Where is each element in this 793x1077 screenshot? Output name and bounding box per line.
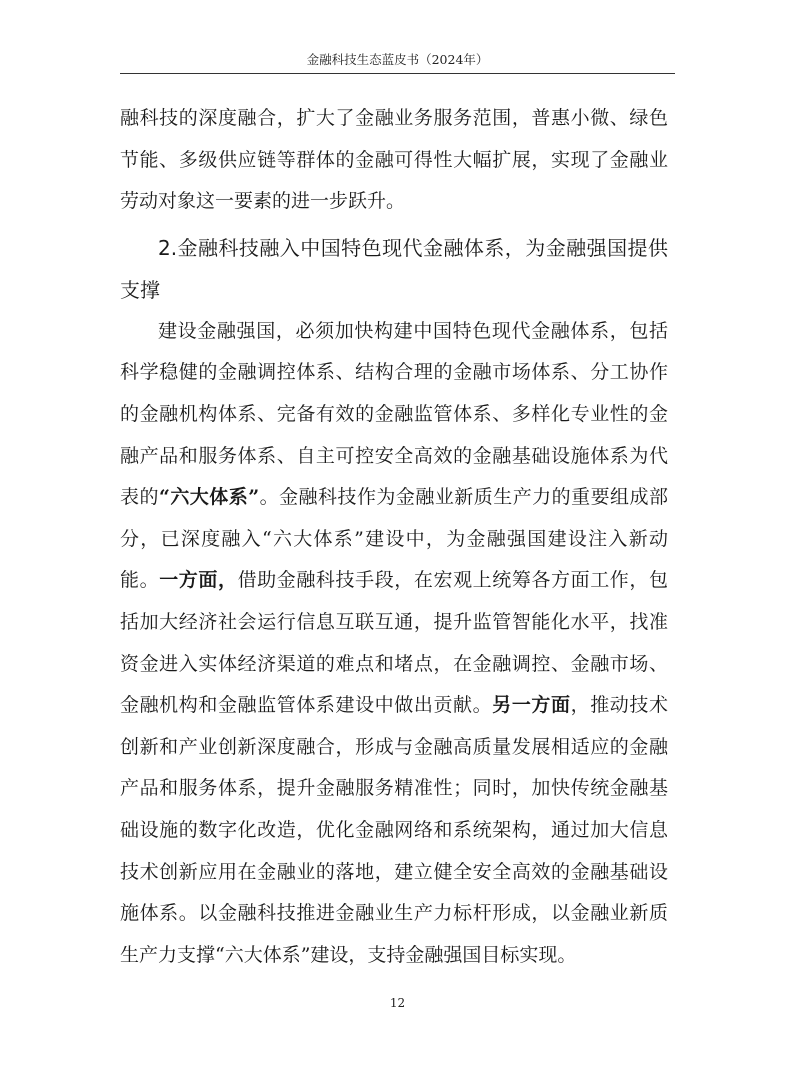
- paragraph-continued: 融科技的深度融合，扩大了金融业务服务范围，普惠小微、绿色节能、多级供应链等群体的金融可得性大幅扩展，实现了金融业劳动对象这一要素的进一步跃升。: [120, 107, 668, 213]
- bold-on-other-hand: 另一方面: [492, 694, 571, 717]
- paragraph-text-3: 借助金融科技手段，在宏观上统筹各方面工作，包括加大经济社会运行信息互联互通，提升监管智能化水平，找准资金进入实体经济渠道的难点和堵点，在金融调控、金融市场、金融机构和金融监管体系建设中做出贡献。: [120, 569, 668, 717]
- bold-on-one-hand: 一方面，: [159, 569, 238, 592]
- paragraph-text-2: 。金融科技作为金融业新质生产力的重要组成部分，已深度融入“六大体系”建设中，为金融强国建设注入新动能。: [120, 486, 668, 592]
- paragraph-text-4: ，推动技术创新和产业创新深度融合，形成与金融高质量发展相适应的金融产品和服务体系，提升金融服务精准性；同时，加快传统金融基础设施的数字化改造，优化金融网络和系统架构，通过加大信息技术创新应用在金融业的落地，建立健全安全高效的金融基础设施体系。以金融科技推进金融业生产力标杆形成，以金融业新质生产力支撑“六大体系”建设，支持金融强国目标实现。: [120, 694, 668, 966]
- paragraph-text-1: 建设金融强国，必须加快构建中国特色现代金融体系，包括科学稳健的金融调控体系、结构合理的金融市场体系、分工协作的金融机构体系、完备有效的金融监管体系、多样化专业性的金融产品和服务体系、自主可控安全高效的金融基础设施体系为代表的: [120, 319, 668, 509]
- running-header: 金融科技生态蓝皮书（2024年）: [306, 52, 489, 67]
- header-divider: [120, 73, 675, 74]
- page-number: 12: [389, 996, 406, 1010]
- bold-six-systems: “六大体系”: [158, 486, 260, 509]
- section-heading: 2.金融科技融入中国特色现代金融体系，为金融强国提供支撑: [120, 235, 668, 302]
- paragraph-main: [120, 311, 668, 977]
- page-body: [120, 98, 668, 976]
